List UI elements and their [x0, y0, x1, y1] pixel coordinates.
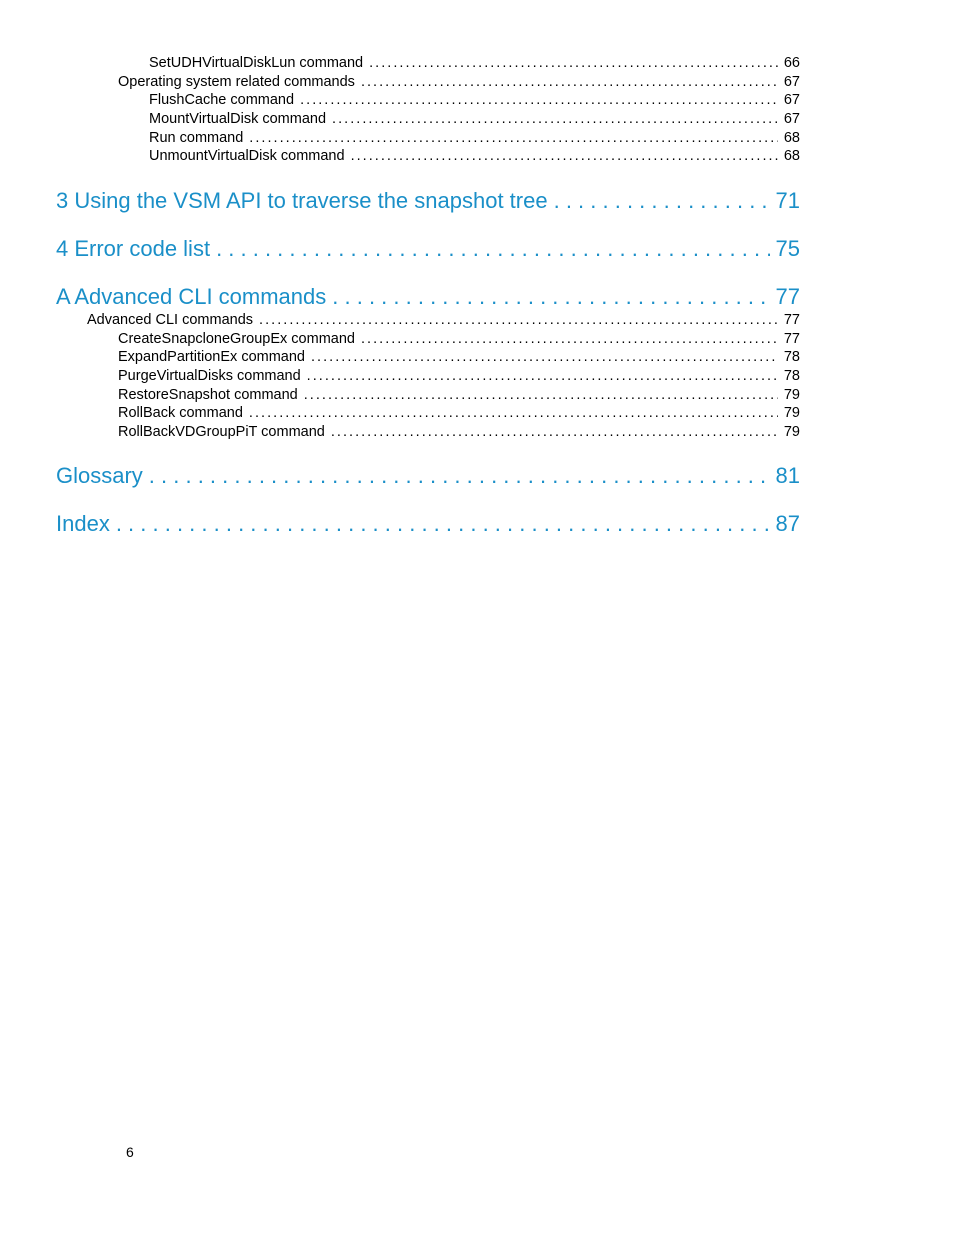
- toc-entry-rollbackvdgrouppit[interactable]: [56, 423, 800, 442]
- dot-leader: [332, 282, 769, 312]
- dot-leader: [249, 129, 778, 148]
- toc-entry-purgevirtualdisks[interactable]: [56, 367, 800, 386]
- dot-leader: [116, 509, 770, 539]
- toc-entry-title: UnmountVirtualDisk command: [149, 148, 345, 165]
- toc-entry-title: CreateSnapcloneGroupEx command: [118, 330, 355, 347]
- toc-entry-page: 67: [783, 73, 800, 90]
- toc-entry-flushcache[interactable]: [56, 91, 800, 110]
- toc-entry-page: 68: [783, 148, 800, 165]
- toc-entry-title: ExpandPartitionEx command: [118, 349, 305, 366]
- toc-entry-page: 78: [783, 368, 800, 385]
- toc-entry-page: 77: [783, 312, 800, 328]
- toc-appendix-a[interactable]: [56, 282, 800, 312]
- dot-leader: [361, 73, 778, 92]
- toc-chapter-title: A Advanced CLI commands: [56, 284, 327, 309]
- dot-leader: [304, 386, 778, 405]
- toc-entry-mountvirtualdisk[interactable]: [56, 110, 800, 129]
- toc-chapter-title: 3 Using the VSM API to traverse the snapshot tree: [56, 188, 548, 213]
- toc-glossary[interactable]: [56, 461, 800, 491]
- toc-entry-title: Operating system related commands: [118, 73, 355, 90]
- toc-chapter-title: Glossary: [56, 463, 143, 488]
- toc-index[interactable]: [56, 509, 800, 539]
- toc-chapter-page: 77: [775, 284, 800, 309]
- toc-entry-page: 67: [783, 111, 800, 128]
- toc-entry-page: 79: [783, 405, 800, 422]
- page-number: 6: [126, 1144, 134, 1160]
- toc-chapter-page: 75: [775, 236, 800, 261]
- toc-chapter-page: 87: [775, 511, 800, 536]
- toc-entry-page: 77: [783, 330, 800, 347]
- toc-entry-restoresnapshot[interactable]: [56, 386, 800, 405]
- dot-leader: [351, 147, 778, 166]
- toc-entry-unmountvirtualdisk[interactable]: [56, 147, 800, 166]
- toc-chapter-4[interactable]: [56, 234, 800, 264]
- toc-entry-page: 78: [783, 349, 800, 366]
- dot-leader: [149, 461, 770, 491]
- dot-leader: [307, 367, 778, 386]
- toc-entry-setudhvirtualdisklun[interactable]: [56, 54, 800, 73]
- dot-leader: [216, 234, 769, 264]
- toc-entry-os-commands[interactable]: [56, 73, 800, 92]
- toc-entry-title: RollBack command: [118, 405, 243, 422]
- dot-leader: [311, 348, 778, 367]
- dot-leader: [259, 311, 778, 330]
- toc-chapter-page: 71: [775, 188, 800, 213]
- toc-chapter-title: Index: [56, 511, 110, 536]
- toc-entry-run[interactable]: [56, 129, 800, 148]
- toc-chapter-page: 81: [775, 463, 800, 488]
- toc-entry-title: SetUDHVirtualDiskLun command: [149, 55, 364, 71]
- toc-group-commands: [56, 54, 800, 166]
- toc-entry-title: Run command: [149, 129, 244, 146]
- toc-entry-title: Advanced CLI commands: [87, 312, 254, 328]
- dot-leader: [361, 330, 778, 349]
- toc-group-advanced-cli: [56, 311, 800, 442]
- dot-leader: [300, 91, 778, 110]
- toc-chapter-3[interactable]: [56, 186, 800, 216]
- dot-leader: [332, 110, 778, 129]
- toc-entry-page: 67: [783, 92, 800, 109]
- dot-leader: [369, 54, 778, 73]
- dot-leader: [554, 186, 770, 216]
- toc-entry-advanced-cli-commands[interactable]: [56, 311, 800, 330]
- toc-entry-rollback[interactable]: [56, 404, 800, 423]
- toc-entry-page: 68: [783, 129, 800, 146]
- dot-leader: [331, 423, 778, 442]
- toc-entry-page: 66: [783, 55, 800, 71]
- toc-entry-title: RollBackVDGroupPiT command: [118, 424, 325, 441]
- toc-entry-title: RestoreSnapshot command: [118, 386, 298, 403]
- toc-entry-createsnapclonegroupex[interactable]: [56, 330, 800, 349]
- toc-entry-expandpartitionex[interactable]: [56, 348, 800, 367]
- toc-entry-page: 79: [783, 424, 800, 441]
- toc-entry-title: MountVirtualDisk command: [149, 111, 327, 128]
- toc-chapter-title: 4 Error code list: [56, 236, 211, 261]
- dot-leader: [249, 404, 778, 423]
- toc-entry-title: FlushCache command: [149, 92, 295, 109]
- toc-entry-title: PurgeVirtualDisks command: [118, 368, 301, 385]
- toc-entry-page: 79: [783, 386, 800, 403]
